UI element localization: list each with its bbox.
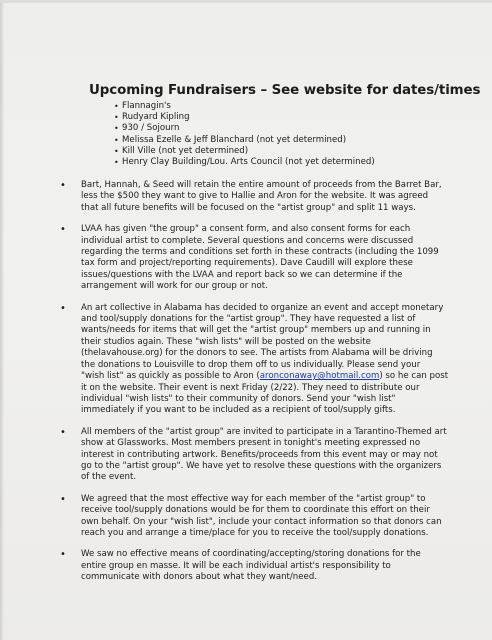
note-line: and tool/supply donations for the "artist group". They have requested a list of [81, 314, 416, 325]
note-line: communicate with donors about what they want/need. [81, 572, 318, 583]
note-line: • LVAA has given "the group" a consent form, and also consent forms for each [81, 224, 411, 235]
note-line: individual "wish lists" to their community of donors. Send your "wish list" [81, 393, 396, 404]
note-line: that all future benefits will be focused on the "artist group" and split 11 ways. [81, 202, 416, 213]
note-line: it on the website. Their event is next Friday (2/22). They need to distribute our [81, 382, 420, 393]
note-text: "wish list" as quickly as possible to Aron ( [81, 371, 260, 382]
note-line: (thelavahouse.org) for the donors to see. The artists from Alabama will be driving [81, 348, 433, 359]
venue-item: • Melissa Ezelle & Jeff Blanchard (not yet determined) [114, 135, 375, 146]
fundraiser-venue-list [114, 101, 375, 168]
note-line: go to the "artist group". We have yet to resolve these questions with the organizers [81, 460, 442, 471]
note-line: arrangement will work for our group or not. [81, 281, 268, 292]
note-line: less the $500 they want to give to Hallie and Aron for the website. It was agreed [81, 191, 429, 202]
note-line: immediately if you want to be included as a recipient of tool/supply gifts. [81, 405, 396, 416]
note-line: their studios again. These "wish lists" will be posted on the website [81, 336, 371, 347]
note-line: of the event. [81, 472, 137, 483]
venue-item: • Flannagin's [114, 101, 375, 112]
note-line: • We agreed that the most effective way for each member of the "artist group" to [81, 493, 426, 504]
meeting-notes-list [59, 180, 459, 594]
note-text: ) so he can post [379, 371, 449, 382]
note-line: wants/needs for items that will get the "artist group" members up and running in [81, 325, 431, 336]
note-line-with-email [81, 371, 459, 382]
note-line: • We saw no effective means of coordinating/accepting/storing donations for the [81, 549, 421, 560]
note-alabama-collective [59, 303, 459, 417]
note-donation-coordination [59, 494, 459, 540]
note-line: the donations to Louisville to drop them off to us individually. Please send your [81, 359, 421, 370]
note-line: • All members of the "artist group" are invited to participate in a Tarantino-Themed art [81, 426, 447, 437]
note-line: • An art collective in Alabama has decided to organize an event and accept monetary [81, 302, 444, 313]
note-line: show at Glassworks. Most members present in tonight's meeting expressed no [81, 438, 421, 449]
page-left-edge [0, 0, 4, 640]
note-lvaa-consent [59, 224, 459, 292]
note-line: tax form and project/reporting requirements). Dave Caudill will explore these [81, 258, 413, 269]
note-line: receive tool/supply donations would be for them to coordinate this effort on their [81, 505, 430, 516]
venue-item: • Kill Ville (not yet determined) [114, 146, 375, 157]
note-line: own behalf. On your "wish list", include your contact information so that donors can [81, 516, 442, 527]
note-line: • Bart, Hannah, & Seed will retain the entire amount of proceeds from the Barret Bar, [81, 180, 442, 190]
venue-item: • Henry Clay Building/Lou. Arts Council (not yet determined) [114, 157, 375, 168]
note-line: regarding the terms and conditions set forth in these contracts (including the 1099 [81, 247, 439, 258]
note-glassworks-show [59, 427, 459, 484]
note-line: interest in contributing artwork. Benefits/proceeds from this event may or may not [81, 449, 438, 460]
page-top-edge [0, 0, 492, 3]
note-en-masse [59, 549, 459, 583]
note-line: entire group en masse. It will be each individual artist's responsibility to [81, 560, 391, 571]
venue-item: • Rudyard Kipling [114, 112, 375, 123]
email-link[interactable]: aronconaway@hotmail.com [259, 371, 380, 382]
page-title: Upcoming Fundraisers – See website for dates/times [89, 83, 481, 98]
note-line: reach you and arrange a time/place for you to receive the tool/supply donations. [81, 527, 429, 538]
note-barret-bar [59, 180, 459, 214]
note-line: issues/questions with the LVAA and report back so we can determine if the [81, 269, 403, 280]
venue-item: • 930 / Sojourn [114, 123, 375, 134]
note-line: individual artist to complete. Several questions and concerns were discussed [81, 235, 414, 246]
